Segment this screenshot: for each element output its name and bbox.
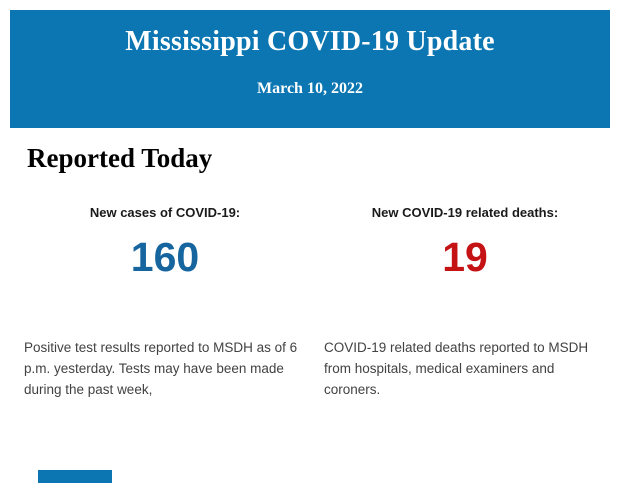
stat-new-deaths bbox=[324, 205, 606, 401]
section-heading: Reported Today bbox=[27, 143, 213, 173]
stats-row bbox=[0, 205, 620, 401]
page-title: Mississippi COVID-19 Update bbox=[125, 26, 495, 57]
header-banner bbox=[10, 10, 610, 128]
new-deaths-label: New COVID-19 related deaths: bbox=[371, 205, 559, 220]
new-cases-value: 160 bbox=[130, 234, 200, 280]
stat-new-cases bbox=[24, 205, 306, 401]
new-cases-label: New cases of COVID-19: bbox=[89, 205, 241, 220]
report-date: March 10, 2022 bbox=[257, 80, 363, 97]
new-deaths-value: 19 bbox=[442, 234, 488, 280]
next-section-partial-banner bbox=[38, 470, 112, 483]
new-deaths-description: COVID-19 related deaths reported to MSDH from hospitals, medical examiners and coroners. bbox=[324, 340, 589, 397]
new-cases-description: Positive test results reported to MSDH as of 6 p.m. yesterday. Tests may have been made during the past week, bbox=[24, 340, 298, 397]
